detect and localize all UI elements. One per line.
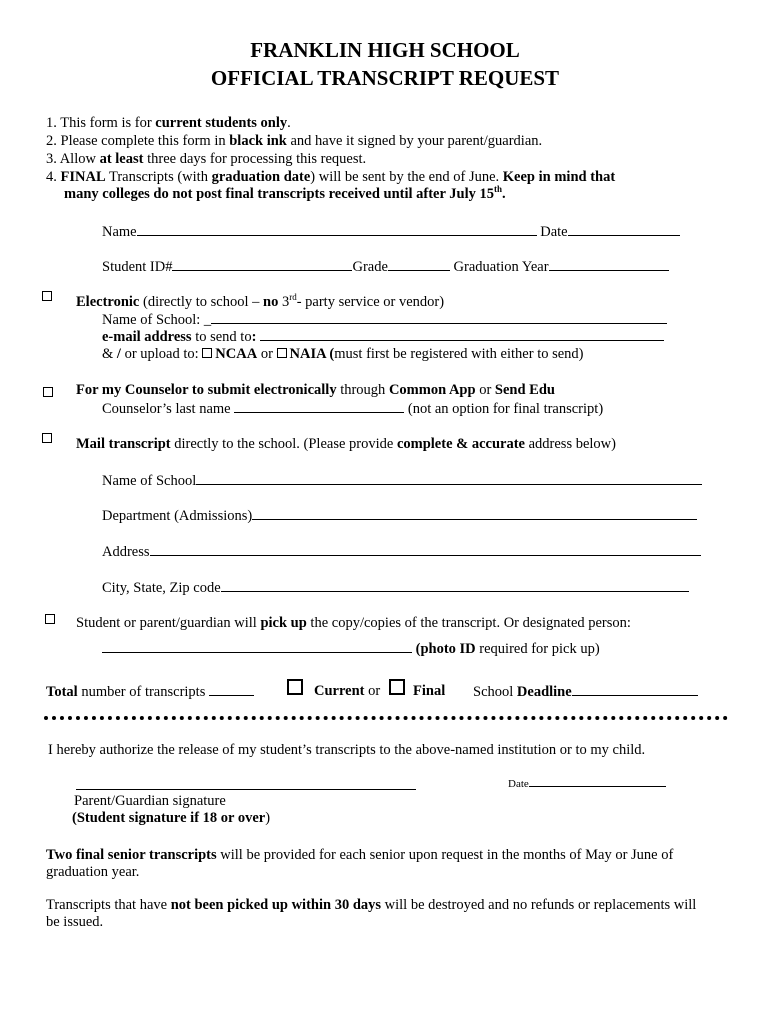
naia-label: NAIA ( [289,346,335,362]
mail-school-field[interactable] [196,473,702,485]
department-label: Department (Admissions) [102,508,253,524]
name-label: Name [102,224,137,240]
deadline-row: School Deadline [473,684,698,700]
signature-date-label: Date [508,778,529,790]
authorization-text: I hereby authorize the release of my student’s transcripts to the above-named institution or to my child. [48,742,646,758]
deadline-field[interactable] [572,684,698,696]
final-label: Final [413,683,446,699]
mail-school-label: Name of School [102,473,197,489]
pickup-checkbox[interactable] [45,614,55,624]
counselor-checkbox[interactable] [43,387,53,397]
pickup-policy-note: Transcripts that have not been picked up within 30 days will be destroyed and no refunds or replacements will [46,897,697,913]
electronic-option-text: Electronic (directly to school – no 3rd- party service or vendor) [76,292,445,310]
signature-date-field[interactable] [529,777,666,787]
email-label: e-mail address [102,329,192,345]
parent-signature-label: Parent/Guardian signature [74,793,226,809]
email-row: e-mail address to send to: [102,329,664,345]
final-checkbox[interactable] [389,679,405,695]
electronic-school-field[interactable] [211,312,667,324]
pickup-policy-note-cont: be issued. [46,914,104,930]
final-transcripts-note-cont: graduation year. [46,864,140,880]
form-title: FRANKLIN HIGH SCHOOL [250,38,520,62]
student-id-row [102,259,669,275]
address-row [102,544,701,560]
ncaa-checkbox[interactable] [202,348,212,358]
address-field[interactable] [150,544,701,556]
ncaa-label: NCAA [215,346,258,362]
counselor-name-field[interactable] [234,401,404,413]
mail-checkbox[interactable] [42,433,52,443]
counselor-name-label: Counselor’s last name [102,401,231,417]
date-field[interactable] [568,224,680,236]
signature-date-row [508,777,666,790]
parent-signature-line[interactable] [76,778,416,794]
city-row [102,580,689,596]
grade-label: Grade [352,259,388,275]
department-field[interactable] [252,508,697,520]
dotted-divider [44,716,728,720]
current-checkbox[interactable] [287,679,303,695]
electronic-school-label: Name of School: _ [102,312,212,328]
counselor-option-text: For my Counselor to submit electronically through Common App or Send Edu [76,382,555,398]
pickup-person-row: (photo ID required for pick up) [102,641,600,657]
instruction-3: 3. Allow at least three days for processing this request. [46,151,367,167]
current-label-group: Current or [314,683,381,699]
instruction-2: 2. Please complete this form in black ink and have it signed by your parent/guardian. [46,133,543,149]
department-row [102,508,697,524]
date-label: Date [540,224,568,240]
total-count-field[interactable] [209,684,254,696]
instruction-1: 1. This form is for current students only. [46,115,291,131]
city-label: City, State, Zip code [102,580,221,596]
student-signature-note: (Student signature if 18 or over) [72,810,271,826]
counselor-name-row: Counselor’s last name (not an option for final transcript) [102,401,604,417]
grade-field[interactable] [388,259,450,271]
student-id-field[interactable] [172,259,352,271]
email-field[interactable] [260,329,664,341]
name-field[interactable] [137,224,537,236]
city-field[interactable] [221,580,689,592]
electronic-checkbox[interactable] [42,291,52,301]
name-row [102,224,680,240]
designated-person-field[interactable] [102,641,412,653]
final-transcripts-note: Two final senior transcripts will be provided for each senior upon request in the months of May or June of [46,847,674,863]
naia-checkbox[interactable] [277,348,287,358]
pickup-option-text: Student or parent/guardian will pick up the copy/copies of the transcript. Or designated person: [76,615,631,631]
mail-option-text: Mail transcript directly to the school. (Please provide complete & accurate address below) [76,436,616,452]
total-row: Total number of transcripts [46,684,254,700]
address-label: Address [102,544,150,560]
upload-row: & / or upload to: NCAA or NAIA (must first be registered with either to send) [102,346,584,362]
instruction-4-cont: many colleges do not post final transcripts received until after July 15th. [64,184,506,202]
form-subtitle: OFFICIAL TRANSCRIPT REQUEST [210,66,560,90]
mail-school-row [102,473,702,489]
graduation-year-label: Graduation Year [453,259,549,275]
graduation-year-field[interactable] [549,259,669,271]
electronic-school-row [102,312,667,328]
instruction-4: 4. FINAL Transcripts (with graduation date) will be sent by the end of June. Keep in mind that [46,169,616,185]
student-id-label: Student ID# [102,259,173,275]
